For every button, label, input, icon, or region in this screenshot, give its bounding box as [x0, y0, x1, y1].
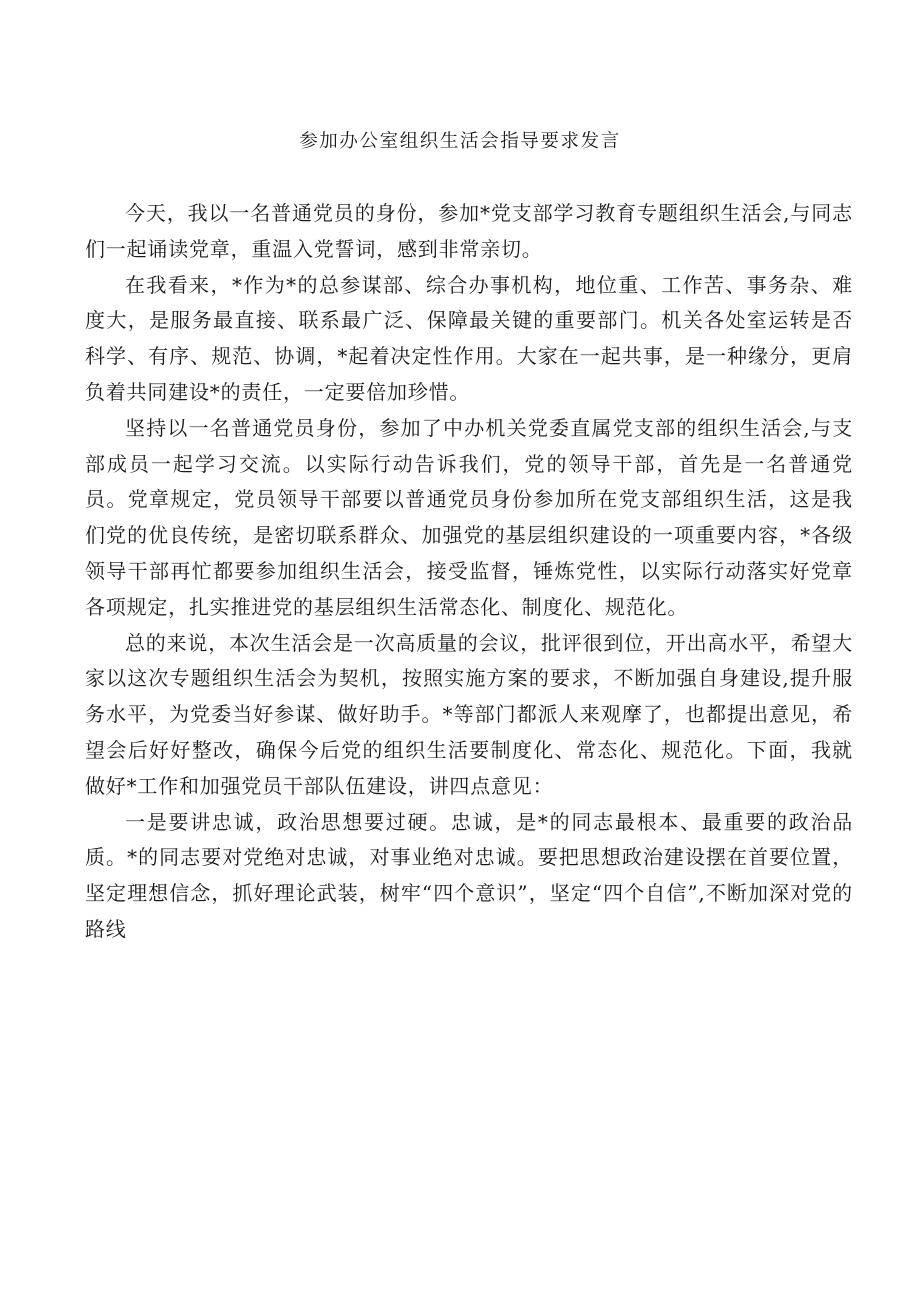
paragraph-4: 总的来说，本次生活会是一次高质量的会议，批评很到位，开出高水平，希望大家以这次专题组织生活会为契机，按照实施方案的要求，不断加强自身建设,提升服务水平，为党委当好参谋、做好助手。*等部门都派人来观摩了，也都提出意见，希望会后好好整改，确保今后党的组织生活要制度化、常态化、规范化。下面，我就做好*工作和加强党员干部队伍建设，讲四点意见：: [85, 630, 853, 798]
document-body: [85, 196, 853, 948]
paragraph-5: 一是要讲忠诚，政治思想要过硬。忠诚，是*的同志最根本、最重要的政治品质。*的同志要对党绝对忠诚，对事业绝对忠诚。要把思想政治建设摆在首要位置，坚定理想信念，抓好理论武装，树牢“四个意识”，坚定“四个自信”,不断加深对党的路线: [85, 809, 853, 941]
paragraph-3: 坚持以一名普通党员身份，参加了中办机关党委直属党支部的组织生活会,与支部成员一起学习交流。以实际行动告诉我们，党的领导干部，首先是一名普通党员。党章规定，党员领导干部要以普通党员身份参加所在党支部组织生活，这是我们党的优良传统，是密切联系群众、加强党的基层组织建设的一项重要内容，*各级领导干部再忙都要参加组织生活会，接受监督，锤炼党性，以实际行动落实好党章各项规定，扎实推进党的基层组织生活常态化、制度化、规范化。: [85, 415, 853, 619]
paragraph-1: 今天，我以一名普通党员的身份，参加*党支部学习教育专题组织生活会,与同志们一起诵读党章，重温入党誓词，感到非常亲切。: [85, 201, 853, 261]
paragraph-2: 在我看来，*作为*的总参谋部、综合办事机构，地位重、工作苦、事务杂、难度大，是服务最直接、联系最广泛、保障最关键的重要部门。机关各处室运转是否科学、有序、规范、协调，*起着决定性作用。大家在一起共事，是一种缘分，更肩负着共同建设*的责任，一定要倍加珍惜。: [85, 272, 853, 404]
document-title: 参加办公室组织生活会指导要求发言: [299, 131, 621, 152]
